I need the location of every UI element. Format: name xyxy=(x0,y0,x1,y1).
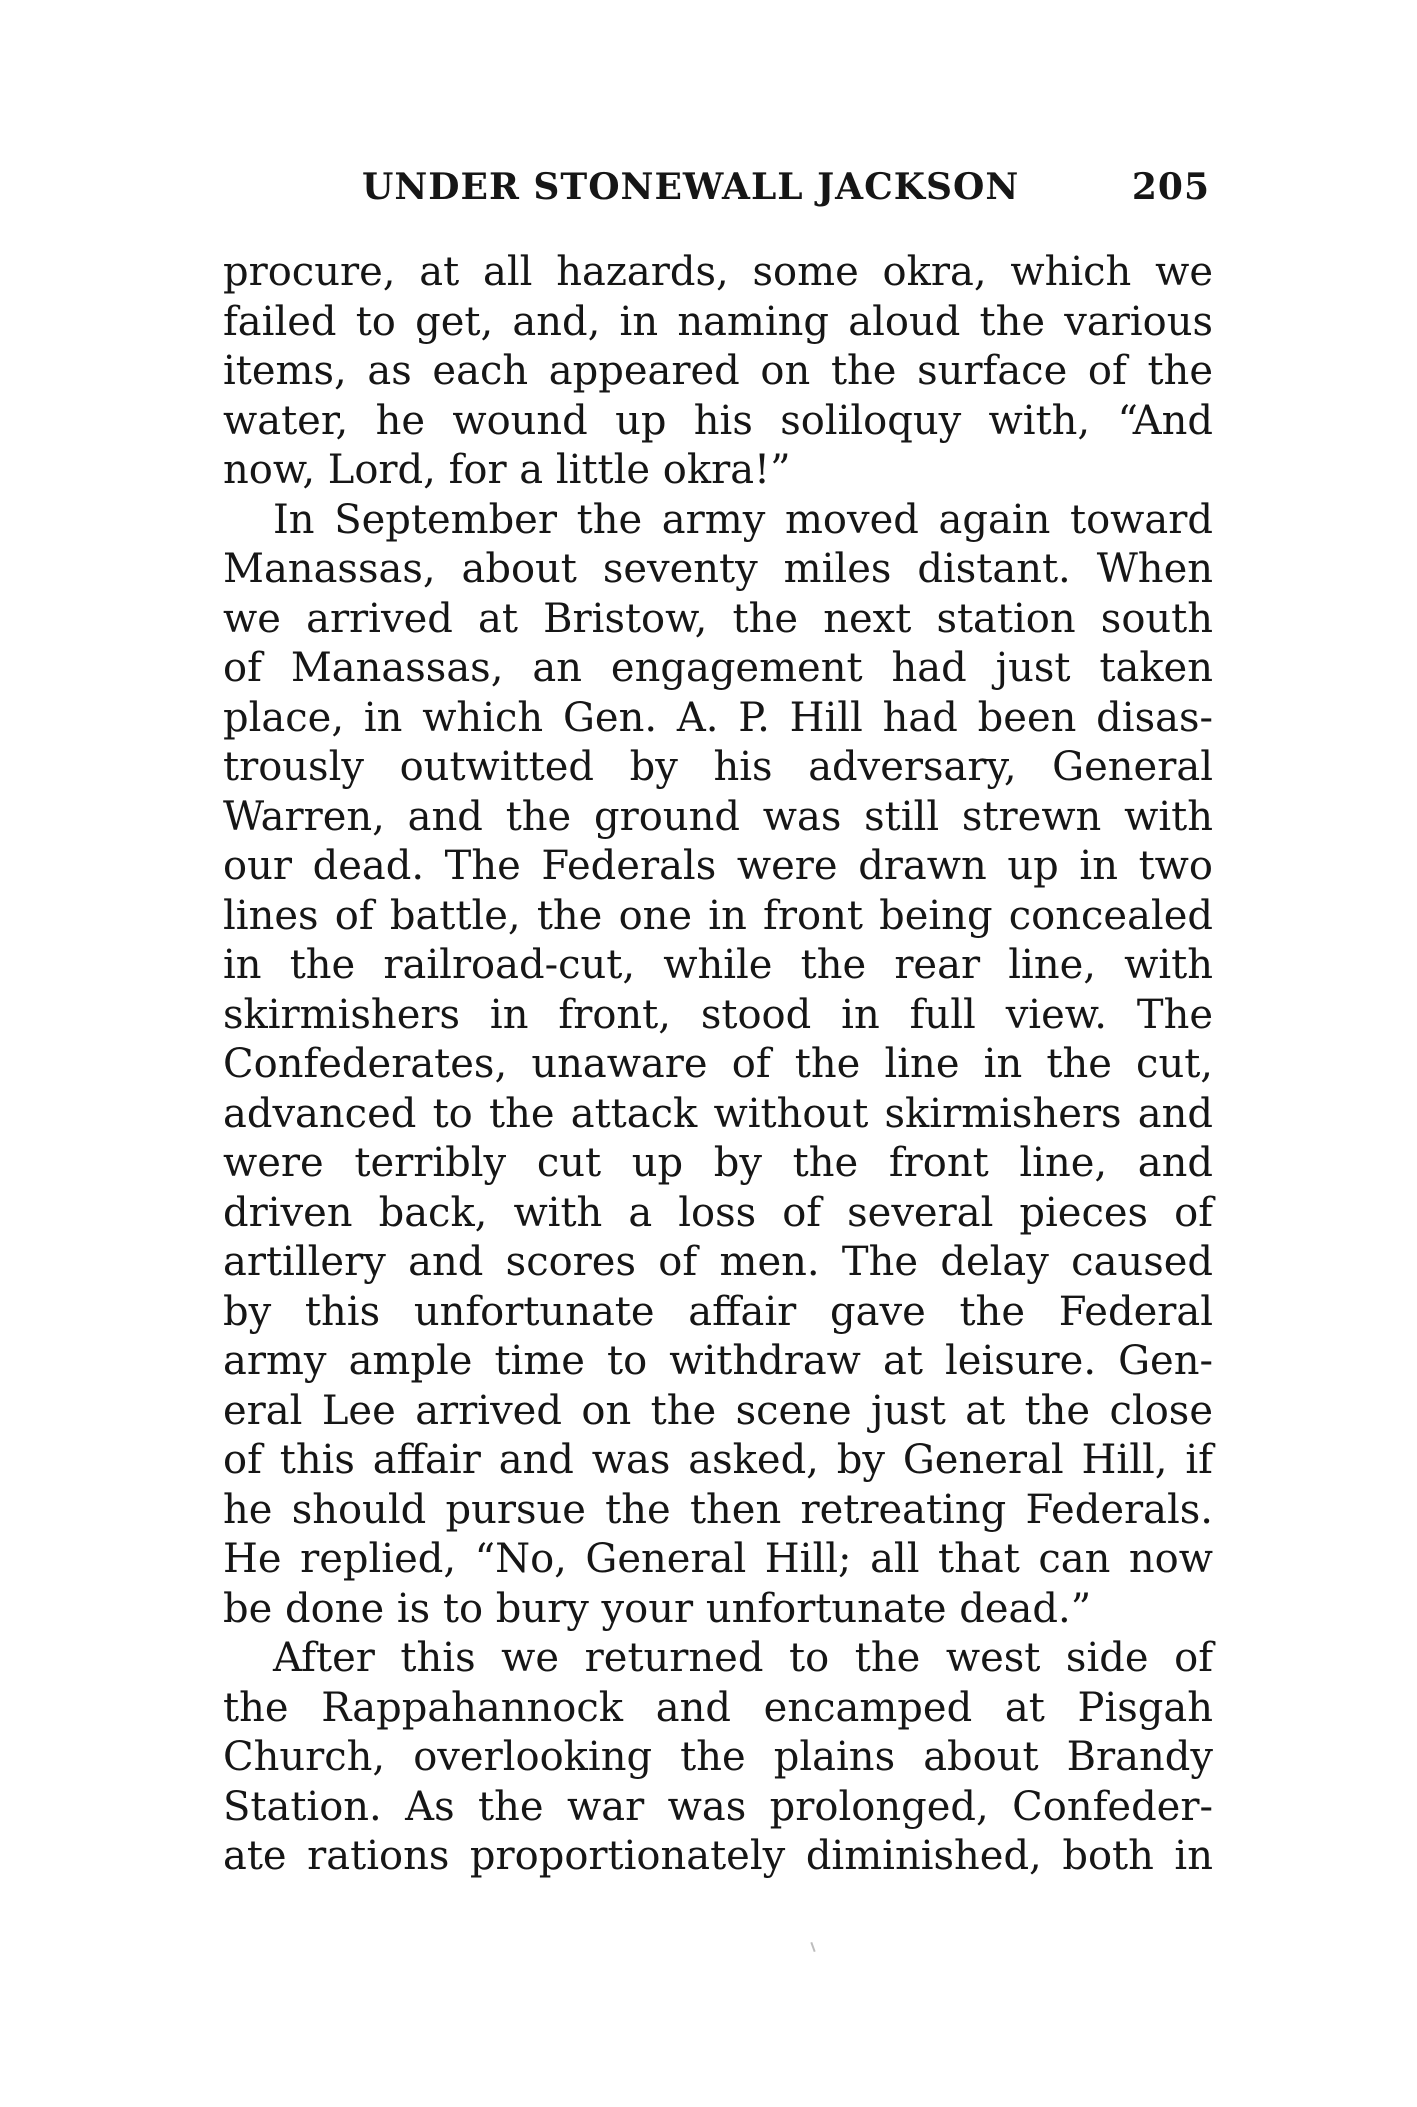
text-line: failed to get, and, in naming aloud the various xyxy=(223,298,1213,345)
text-line: our dead. The Federals were drawn up in two xyxy=(223,843,1213,889)
text-line: the Rappahannock and encamped at Pisgah xyxy=(223,1684,1213,1731)
text-line: now, Lord, for a little okra!” xyxy=(223,447,791,493)
text-line: trously outwitted by his adversary, General xyxy=(223,744,1213,790)
text-line: Warren, and the ground was still strewn with xyxy=(223,793,1213,840)
text-line: items, as each appeared on the surface of the xyxy=(223,348,1213,394)
text-line: we arrived at Bristow, the next station south xyxy=(223,595,1213,642)
running-title: UNDER STONEWALL JACKSON xyxy=(362,166,1020,208)
paragraph-1 xyxy=(223,248,1213,496)
text-line: After this we returned to the west side of xyxy=(273,1635,1213,1681)
text-line: Manassas, about seventy miles distant. When xyxy=(223,546,1213,592)
running-head xyxy=(220,158,1210,218)
text-line: ate rations proportionately diminished, both in xyxy=(223,1833,1213,1879)
text-line: driven back, with a loss of several pieces of xyxy=(223,1189,1213,1236)
text-line: eral Lee arrived on the scene just at the close xyxy=(223,1387,1213,1434)
page-number: 205 xyxy=(1131,166,1210,208)
text-line: artillery and scores of men. The delay caused xyxy=(223,1239,1213,1285)
paragraph-3 xyxy=(223,1634,1213,1882)
text-line: water, he wound up his soliloquy with, “And xyxy=(223,397,1213,444)
text-line: he should pursue the then retreating Federals. xyxy=(223,1486,1213,1533)
text-line: army ample time to withdraw at leisure. Gen- xyxy=(223,1338,1213,1384)
scan-speck xyxy=(810,1942,815,1952)
text-line: Station. As the war was prolonged, Confeder- xyxy=(223,1783,1213,1830)
text-line: skirmishers in front, stood in full view. The xyxy=(223,991,1213,1038)
text-line: advanced to the attack without skirmishers and xyxy=(223,1090,1213,1137)
text-line: In September the army moved again toward xyxy=(273,496,1213,543)
text-line: of Manassas, an engagement had just taken xyxy=(223,645,1213,691)
paragraph-2 xyxy=(223,496,1213,1635)
text-line: Church, overlooking the plains about Brandy xyxy=(223,1734,1213,1780)
text-line: in the railroad-cut, while the rear line, with xyxy=(223,942,1213,988)
text-line: by this unfortunate affair gave the Federal xyxy=(223,1288,1213,1335)
text-line: He replied, “No, General Hill; all that can now xyxy=(223,1536,1213,1582)
text-line: of this affair and was asked, by General Hill, if xyxy=(223,1437,1213,1483)
text-line: lines of battle, the one in front being concealed xyxy=(223,892,1213,939)
text-line: be done is to bury your unfortunate dead.” xyxy=(223,1585,1092,1632)
text-line: procure, at all hazards, some okra, which we xyxy=(223,249,1213,295)
text-line: were terribly cut up by the front line, and xyxy=(223,1140,1213,1186)
text-line: place, in which Gen. A. P. Hill had been disas- xyxy=(223,694,1213,741)
body-text xyxy=(223,248,1213,1882)
text-line: Confederates, unaware of the line in the cut, xyxy=(223,1041,1213,1087)
